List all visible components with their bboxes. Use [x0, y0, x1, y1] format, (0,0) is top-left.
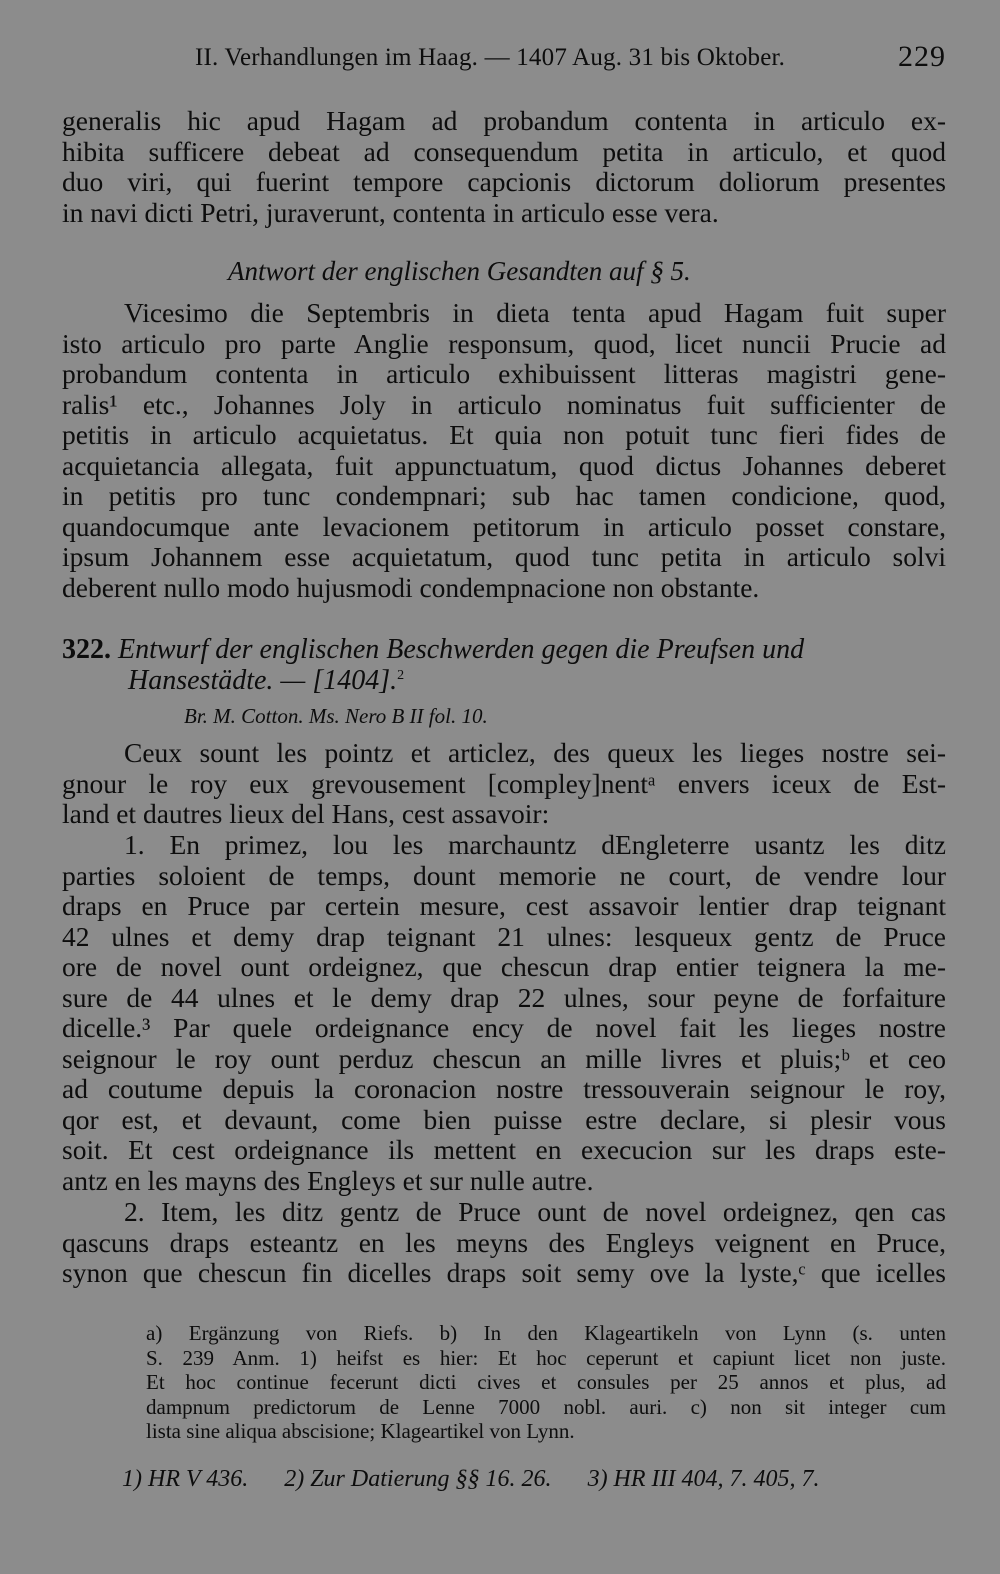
text-line: probandum contenta in articulo exhibuissent litteras magistri gene- — [62, 359, 946, 389]
text-line: ipsum Johannem esse acquietatum, quod tunc petita in articulo solvi — [62, 542, 946, 572]
text-line: qor est, et devaunt, come bien puisse estre declare, si plesir vous — [62, 1104, 946, 1135]
text-line: deberent nullo modo hujusmodi condempnacione non obstante. — [62, 572, 760, 603]
text-line: ad coutume depuis la coronacion nostre tressouverain seignour le roy, — [62, 1074, 946, 1104]
text-line: acquietancia allegata, fuit appunctuatum, quod dictus Johannes deberet — [62, 450, 946, 481]
numbered-footnotes — [122, 1466, 850, 1493]
text-line: in petitis pro tunc condempnari; sub hac tamen condicione, quod, — [62, 481, 946, 511]
paragraph-1 — [62, 106, 946, 228]
footnote-3: 3) HR III 404, 7. 405, 7. — [587, 1466, 820, 1492]
text-line: land et dautres lieux del Hans, cest assavoir: — [62, 799, 550, 829]
document-title-line2: Hansestädte. — [1404]. — [128, 665, 398, 696]
document-number: 322. — [62, 634, 111, 665]
text-line: in navi dicti Petri, juraverunt, contenta in articulo esse vera. — [62, 197, 719, 228]
text-line: sure de 44 ulnes et le demy drap 22 ulnes, sour peyne de forfaiture — [62, 982, 946, 1013]
section-subheading: Antwort der englischen Gesandten auf § 5. — [228, 256, 691, 286]
text-line: 1. En primez, lou les marchauntz dEngleterre usantz les ditz — [124, 830, 946, 860]
text-line: generalis hic apud Hagam ad probandum contenta in articulo ex- — [62, 106, 946, 136]
text-line: petitis in articulo acquietatus. Et quia non potuit tunc fieri fides de — [62, 420, 946, 450]
footnote-ref: 2 — [397, 668, 405, 683]
text-line: gnour le roy eux grevousement [compley]nentᵃ envers iceux de Est- — [62, 768, 946, 799]
footnote-line: a) Ergänzung von Riefs. b) In den Klageartikeln von Lynn (s. unten — [146, 1321, 946, 1345]
text-line: soit. Et cest ordeignance ils mettent en execucion sur les draps este- — [62, 1135, 946, 1165]
paragraph-5 — [62, 1197, 946, 1289]
text-line: dicelle.³ Par quele ordeignance ency de novel fait les lieges nostre — [62, 1013, 946, 1043]
document-heading — [62, 634, 946, 696]
text-line: qascuns draps esteantz en les meyns des Engleys veignent en Pruce, — [62, 1227, 946, 1258]
text-line: ore de novel ount ordeignez, que chescun drap entier teignera la me- — [62, 952, 946, 982]
footnote-1: 1) HR V 436. — [122, 1466, 249, 1492]
running-header — [62, 40, 946, 80]
running-title: II. Verhandlungen im Haag. — 1407 Aug. 31 bis Oktober. — [195, 44, 786, 71]
footnote-line: lista sine aliqua abscisione; Klageartikel von Lynn. — [146, 1419, 575, 1444]
letter-footnotes — [62, 1321, 946, 1444]
text-line: quandocumque ante levacionem petitorum in articulo posset constare, — [62, 511, 946, 542]
text-line: duo viri, qui fuerint tempore capcionis dictorum doliorum presentes — [62, 167, 946, 197]
paragraph-2 — [62, 298, 946, 603]
footnote-line: Et hoc continue fecerunt dicti cives et consules per 25 annos et plus, ad — [146, 1370, 946, 1395]
text-line: antz en les mayns des Engleys et sur nulle autre. — [62, 1165, 594, 1196]
paragraph-3 — [62, 738, 946, 830]
text-line: Vicesimo die Septembris in dieta tenta apud Hagam fuit super — [124, 298, 946, 328]
footnote-line: dampnum predictorum de Lenne 7000 nobl. auri. c) non sit integer cum — [146, 1394, 946, 1419]
text-line: draps en Pruce par certein mesure, cest assavoir lentier drap teignant — [62, 891, 946, 921]
text-line: Ceux sount les pointz et articlez, des queux les lieges nostre sei- — [124, 738, 946, 768]
text-line: hibita sufficere debeat ad consequendum petita in articulo, et quod — [62, 136, 946, 167]
manuscript-source: Br. M. Cotton. Ms. Nero B II fol. 10. — [184, 704, 488, 728]
text-line: isto articulo pro parte Anglie responsum, quod, licet nuncii Prucie ad — [62, 328, 946, 359]
text-line: 2. Item, les ditz gentz de Pruce ount de novel ordeignez, qen cas — [124, 1197, 946, 1227]
text-line: parties soloient de temps, dount memorie ne court, de vendre lour — [62, 860, 946, 891]
text-line: synon que chescun fin dicelles draps soit semy ove la lyste,ᶜ que icelles — [62, 1258, 946, 1288]
paragraph-4 — [62, 830, 946, 1196]
page-number: 229 — [898, 40, 946, 73]
text-line: seignour le roy ount perduz chescun an mille livres et pluis;ᵇ et ceo — [62, 1043, 946, 1074]
footnote-line: S. 239 Anm. 1) heifst es hier: Et hoc ceperunt et capiunt licet non juste. — [146, 1345, 946, 1370]
text-line: ralis¹ etc., Johannes Joly in articulo nominatus fuit sufficienter de — [62, 389, 946, 420]
footnote-2: 2) Zur Datierung §§ 16. 26. — [284, 1466, 552, 1492]
text-line: 42 ulnes et demy drap teignant 21 ulnes: lesqueux gentz de Pruce — [62, 921, 946, 952]
document-title-line1: Entwurf der englischen Beschwerden gegen die Preufsen und — [118, 634, 805, 665]
